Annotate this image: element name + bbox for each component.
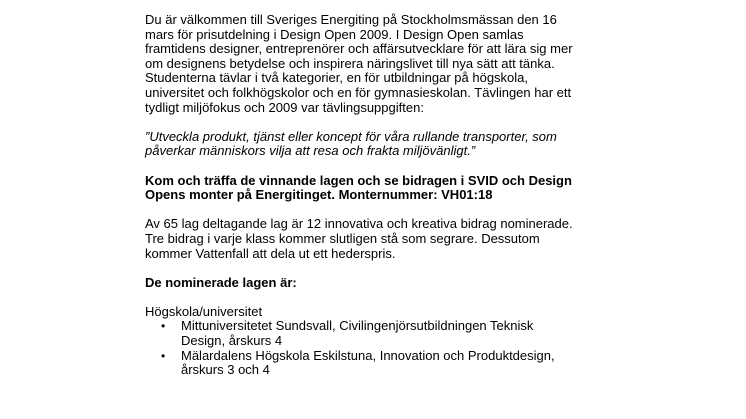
team-line: Mälardalens Högskola Eskilstuna, Innovation och Produktdesign, — [181, 347, 555, 363]
bullet-icon: • — [161, 348, 166, 363]
intro-line: Studenterna tävlar i två kategorier, en för utbildningar på högskola, — [145, 70, 529, 86]
nominees-line: Tre bidrag i varje klass kommer slutligen stå som segrare. Dessutom — [145, 230, 540, 246]
team-line: årskurs 3 och 4 — [181, 362, 270, 378]
intro-line: mars för prisutdelning i Design Open 2009. I Design Open samlas — [145, 26, 524, 42]
intro-line: om designens betydelse och inspirera näringslivet till nya sätt att tänka. — [145, 55, 555, 71]
team-line: Mittuniversitetet Sundsvall, Civilingenjörsutbildningen Teknisk — [181, 318, 534, 334]
nominees-line: Av 65 lag deltagande lag är 12 innovativa och kreativa bidrag nominerade. — [145, 216, 573, 232]
invite-line: Opens monter på Energitinget. Monternummer: VH01:18 — [145, 187, 493, 203]
category-label: Högskola/universitet — [145, 303, 263, 319]
competition-quote — [145, 130, 605, 159]
list-item — [145, 319, 605, 348]
invite-paragraph — [145, 174, 605, 203]
teams-list — [145, 319, 605, 377]
nominees-heading: De nominerade lagen är: — [145, 274, 297, 290]
intro-line: tydligt miljöfokus och 2009 var tävlingsuppgiften: — [145, 99, 424, 115]
invite-line: Kom och träffa de vinnande lagen och se bidragen i SVID och Design — [145, 172, 572, 188]
bullet-icon: • — [161, 319, 166, 334]
quote-line: påverkar människors vilja att resa och frakta miljövänligt.” — [145, 143, 476, 159]
list-item — [145, 349, 605, 378]
document-body — [145, 13, 605, 378]
intro-line: Du är välkommen till Sveriges Energiting på Stockholmsmässan den 16 — [145, 12, 557, 27]
team-line: Design, årskurs 4 — [181, 333, 283, 349]
nominees-line: kommer Vattenfall att dela ut ett hederspris. — [145, 245, 396, 261]
nominees-paragraph — [145, 217, 605, 261]
intro-line: universitet och folkhögskolor och en för gymnasieskolan. Tävlingen har ett — [145, 84, 572, 100]
quote-line: ”Utveckla produkt, tjänst eller koncept för våra rullande transporter, som — [145, 128, 557, 144]
intro-line: framtidens designer, entreprenörer och affärsutvecklare för att lära sig mer — [145, 41, 573, 57]
intro-paragraph — [145, 13, 605, 115]
